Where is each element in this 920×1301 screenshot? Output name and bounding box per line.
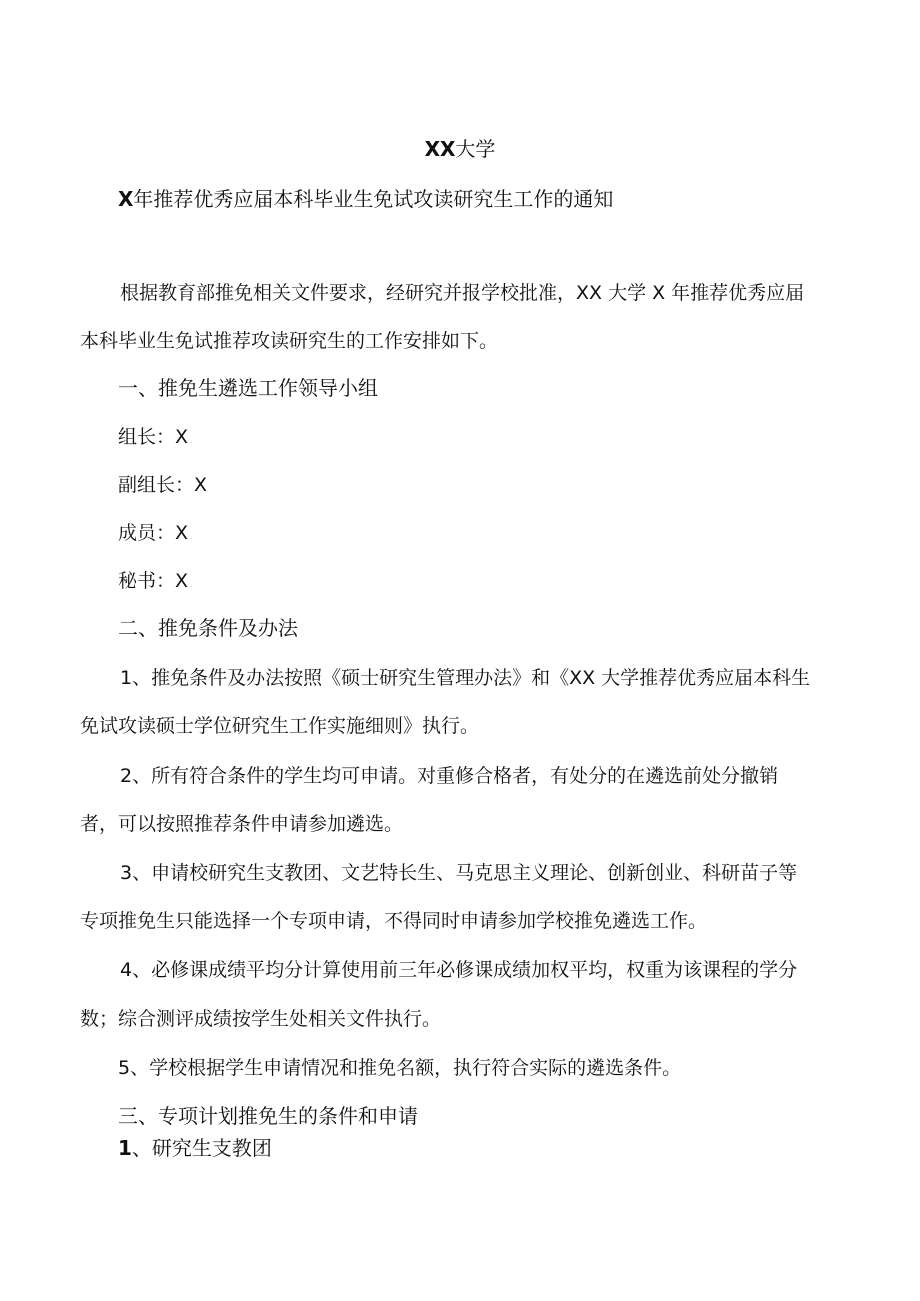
section2-item3-line1: 3、申请校研究生支教团、文艺特长生、马克思主义理论、创新创业、科研苗子等 bbox=[120, 862, 798, 884]
section2-heading: 二、推免条件及办法 bbox=[118, 616, 298, 640]
section2-item2-line2: 者，可以按照推荐条件申请参加遴选。 bbox=[80, 813, 404, 835]
section3-sub1-number: 1 bbox=[118, 1136, 132, 1160]
section1-members: 成员：X bbox=[118, 522, 189, 544]
subtitle-prefix: X bbox=[118, 187, 134, 211]
intro-line-2: 本科毕业生免试推荐攻读研究生的工作安排如下。 bbox=[80, 330, 499, 352]
section1-deputy: 副组长：X bbox=[118, 474, 208, 496]
section2-item2-line1: 2、所有符合条件的学生均可申请。对重修合格者，有处分的在遴选前处分撤销 bbox=[120, 765, 779, 787]
section2-item4-line1: 4、必修课成绩平均分计算使用前三年必修课成绩加权平均，权重为该课程的学分 bbox=[120, 959, 798, 981]
subtitle-suffix: 年推荐优秀应届本科毕业生免试攻读研究生工作的通知 bbox=[133, 187, 614, 211]
title-suffix: 大学 bbox=[455, 137, 496, 161]
section3-heading: 三、专项计划推免生的条件和申请 bbox=[118, 1104, 418, 1128]
title-prefix: XX bbox=[424, 137, 456, 161]
section2-item1-line2: 免试攻读硕士学位研究生工作实施细则》执行。 bbox=[80, 715, 480, 737]
section3-sub1-text: 、研究生支教团 bbox=[131, 1136, 272, 1160]
section2-item1-line1: 1、推免条件及办法按照《硕士研究生管理办法》和《XX 大学推荐优秀应届本科生 bbox=[120, 667, 811, 689]
section2-item5: 5、学校根据学生申请情况和推免名额，执行符合实际的遴选条件。 bbox=[118, 1057, 682, 1079]
section2-item3-line2: 专项推免生只能选择一个专项申请，不得同时申请参加学校推免遴选工作。 bbox=[80, 910, 708, 932]
document-title bbox=[0, 136, 920, 162]
section1-leader: 组长：X bbox=[118, 426, 189, 448]
intro-line-1: 根据教育部推免相关文件要求，经研究并报学校批准，XX 大学 X 年推荐优秀应届 bbox=[120, 282, 805, 304]
section1-heading: 一、推免生遴选工作领导小组 bbox=[118, 376, 378, 400]
section2-item4-line2: 数；综合测评成绩按学生处相关文件执行。 bbox=[80, 1008, 442, 1030]
section1-secretary: 秘书：X bbox=[118, 570, 189, 592]
section3-sub1 bbox=[118, 1135, 272, 1161]
document-subtitle bbox=[118, 186, 613, 212]
